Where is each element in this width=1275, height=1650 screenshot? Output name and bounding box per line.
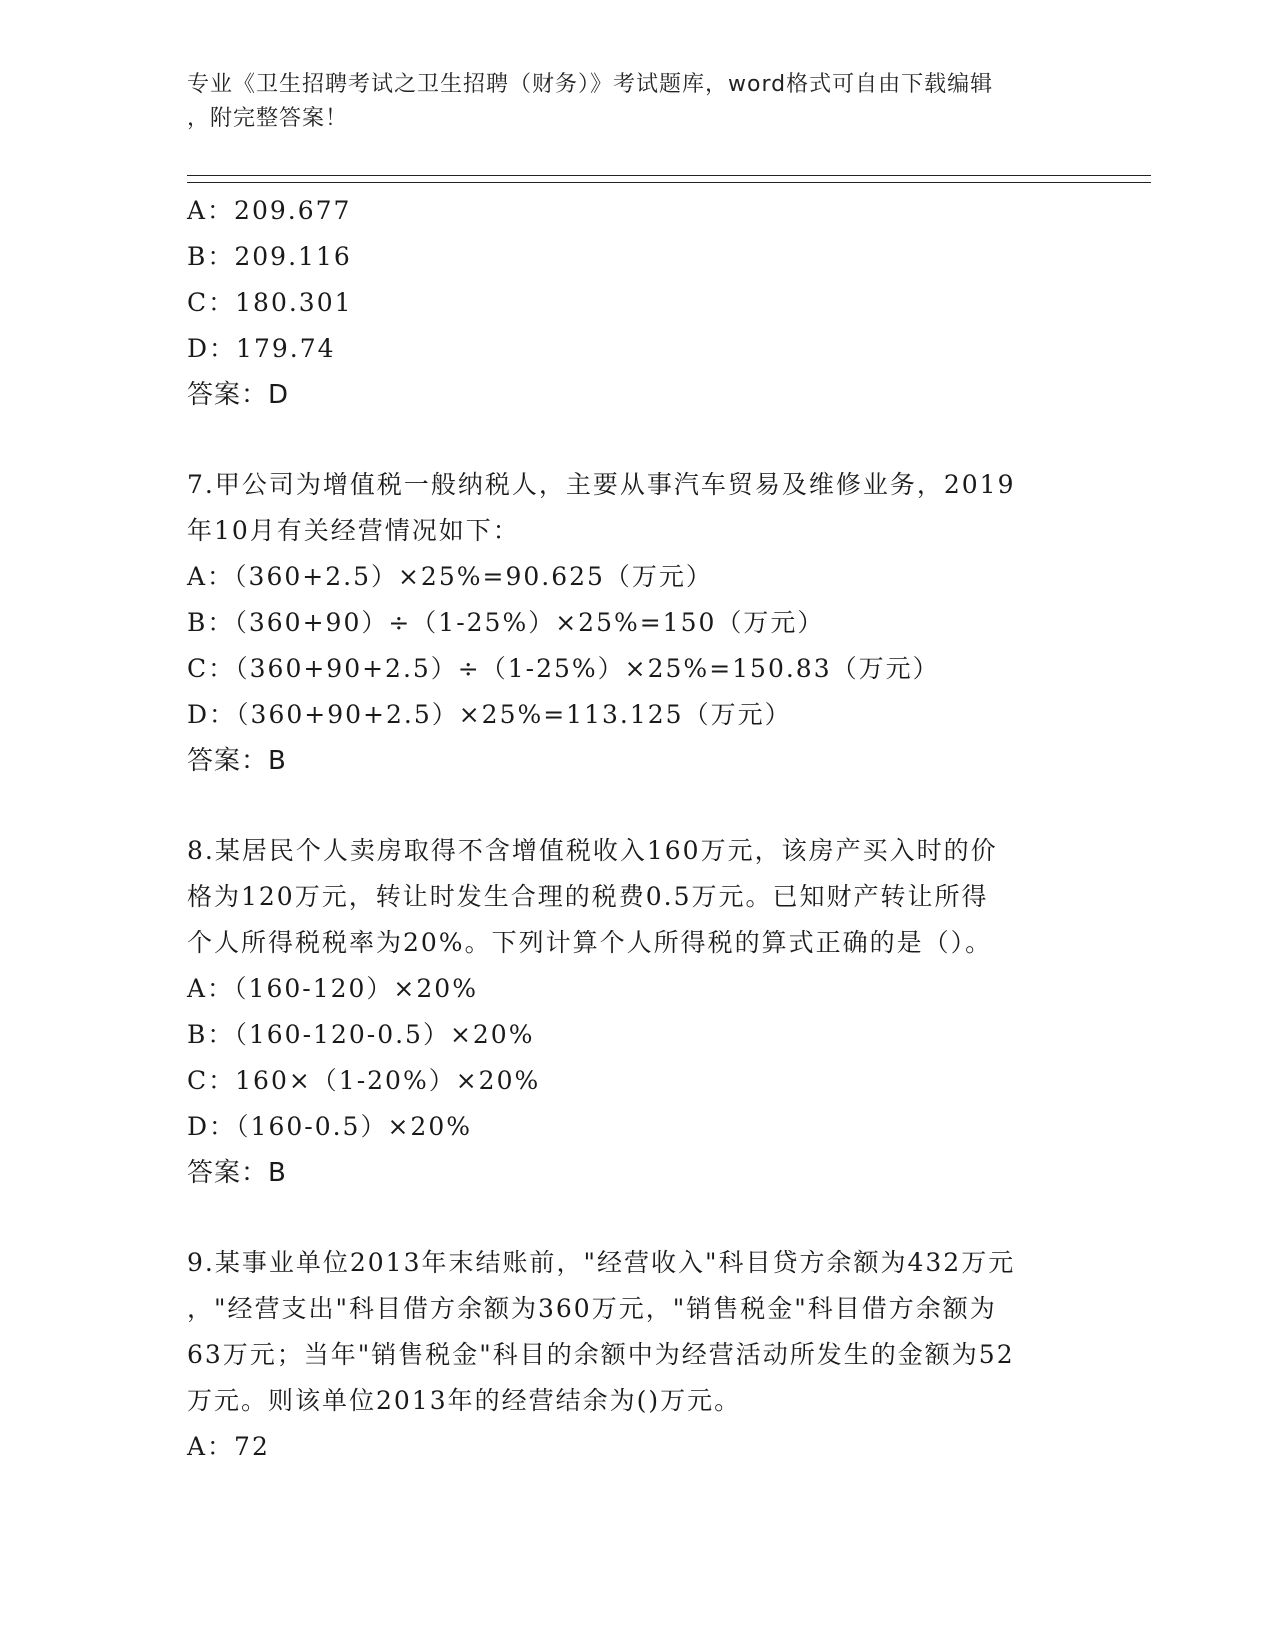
option-b: B：（160-120-0.5）×20% <box>187 1020 535 1049</box>
question-block-previous <box>187 188 1087 418</box>
option-a: A：（160-120）×20% <box>187 974 478 1003</box>
document-header <box>187 68 1087 136</box>
question-text-line: ，"经营支出"科目借方余额为360万元，"销售税金"科目借方余额为 <box>187 1294 997 1323</box>
option-d: D：（360+90+2.5）×25%=113.125（万元） <box>187 700 792 729</box>
option-a: A：（360+2.5）×25%=90.625（万元） <box>187 562 713 591</box>
spacer <box>187 784 1087 828</box>
option-c: C：160×（1-20%）×20% <box>187 1066 541 1095</box>
option-b: B：209.116 <box>187 242 352 271</box>
question-block-9 <box>187 1240 1087 1470</box>
option-d: D：（160-0.5）×20% <box>187 1112 472 1141</box>
question-text-line: 格为120万元，转让时发生合理的税费0.5万元。已知财产转让所得 <box>187 882 989 911</box>
question-text-line: 9.某事业单位2013年末结账前，"经营收入"科目贷方余额为432万元 <box>187 1248 1016 1277</box>
question-text-line: 7.甲公司为增值税一般纳税人，主要从事汽车贸易及维修业务，2019 <box>187 470 1016 499</box>
answer-line: 答案：B <box>187 1158 287 1188</box>
option-a: A：72 <box>187 1432 270 1461</box>
header-line-1: 专业《卫生招聘考试之卫生招聘（财务）》考试题库，word格式可自由下载编辑 <box>187 72 994 97</box>
document-body <box>187 188 1087 1470</box>
spacer <box>187 418 1087 462</box>
question-block-7 <box>187 462 1087 784</box>
question-block-8 <box>187 828 1087 1196</box>
answer-line: 答案：B <box>187 746 287 776</box>
option-b: B：（360+90）÷（1-25%）×25%=150（万元） <box>187 608 825 637</box>
option-c: C：180.301 <box>187 288 353 317</box>
option-a: A：209.677 <box>187 196 352 225</box>
header-line-2: ，附完整答案！ <box>187 106 349 131</box>
question-text-line: 63万元；当年"销售税金"科目的余额中为经营活动所发生的金额为52 <box>187 1340 1015 1369</box>
header-divider <box>187 175 1151 183</box>
question-text-line: 万元。则该单位2013年的经营结余为()万元。 <box>187 1386 742 1415</box>
answer-line: 答案：D <box>187 380 290 410</box>
option-d: D：179.74 <box>187 334 336 363</box>
question-text-line: 8.某居民个人卖房取得不含增值税收入160万元，该房产买入时的价 <box>187 836 998 865</box>
question-text-line: 个人所得税税率为20%。下列计算个人所得税的算式正确的是（）。 <box>187 928 993 957</box>
option-c: C：（360+90+2.5）÷（1-25%）×25%=150.83（万元） <box>187 654 940 683</box>
question-text-line: 年10月有关经营情况如下： <box>187 516 520 545</box>
spacer <box>187 1196 1087 1240</box>
